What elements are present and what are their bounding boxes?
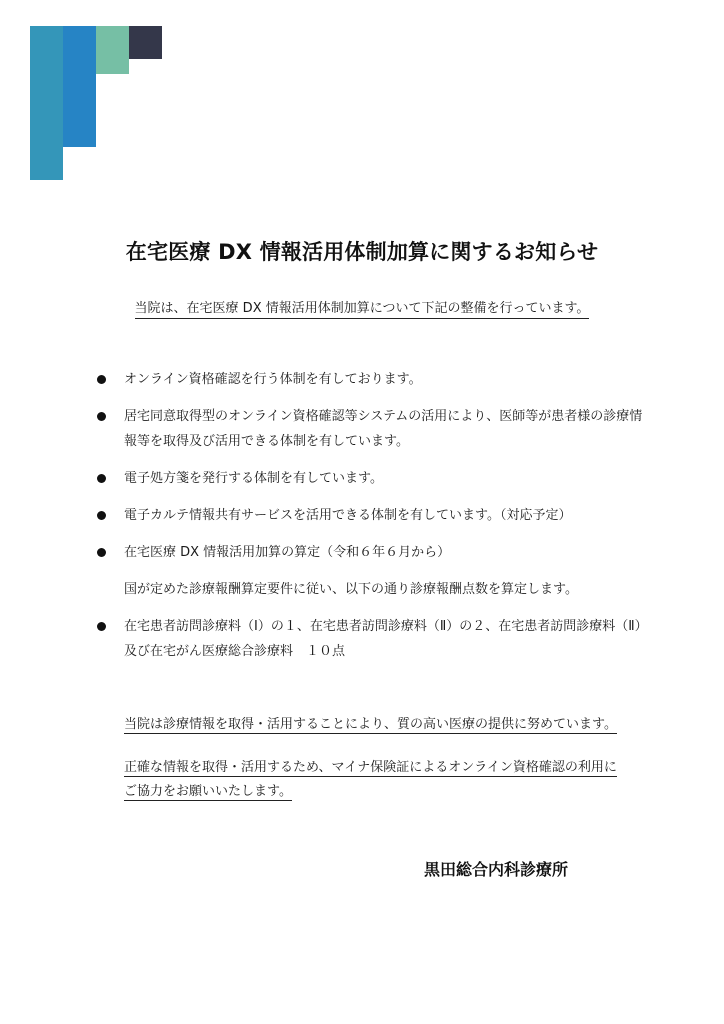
- list-item-text: 電子処方箋を発行する体制を有しています。: [124, 471, 383, 486]
- page-title: 在宅医療 DX 情報活用体制加算に関するお知らせ: [125, 240, 599, 264]
- list-item: [92, 404, 652, 454]
- bullet-icon: [97, 622, 106, 631]
- list-item: [92, 503, 652, 528]
- logo-bar-3: [96, 26, 129, 74]
- closing-text: 正確な情報を取得・活用するため、マイナ保険証によるオンライン資格確認の利用にご協力をお願いいたします。: [124, 760, 617, 799]
- list-item: [92, 540, 652, 565]
- list-item-text: 居宅同意取得型のオンライン資格確認等システムの活用により、医師等が患者様の診療情報等を取得及び活用できる体制を有しています。: [124, 409, 643, 449]
- list-item-text: 在宅患者訪問診療料（Ⅰ）の１、在宅患者訪問診療料（Ⅱ）の２、在宅患者訪問診療料（Ⅱ）及び在宅がん医療総合診療料 １０点: [124, 619, 648, 659]
- list-item: [92, 367, 652, 392]
- bullet-icon: [97, 375, 106, 384]
- list-item-text: 電子カルテ情報共有サービスを活用できる体制を有しています。（対応予定）: [124, 508, 572, 523]
- logo-bar-1: [30, 26, 63, 180]
- logo-bar-4: [129, 26, 162, 59]
- bullet-icon: [97, 412, 106, 421]
- bullet-icon: [97, 474, 106, 483]
- clinic-logo: [30, 26, 162, 180]
- closing-statement: [124, 713, 624, 737]
- calculation-note: 国が定めた診療報酬算定要件に従い、以下の通り診療報酬点数を算定します。: [124, 582, 578, 597]
- list-item-text: 在宅医療 DX 情報活用加算の算定（令和６年６月から）: [124, 545, 451, 560]
- subtitle-container: [0, 297, 724, 319]
- list-item: [92, 466, 652, 491]
- bullet-icon: [97, 511, 106, 520]
- logo-bar-2: [63, 26, 96, 147]
- bullet-list: [92, 367, 652, 664]
- closing-text: 当院は診療情報を取得・活用することにより、質の高い医療の提供に努めています。: [124, 717, 617, 732]
- closing-request: [124, 756, 624, 804]
- list-item-text: オンライン資格確認を行う体制を有しております。: [124, 372, 422, 387]
- list-item: [92, 614, 652, 664]
- clinic-name: 黒田総合内科診療所: [424, 860, 569, 879]
- bullet-icon: [97, 548, 106, 557]
- subtitle: 当院は、在宅医療 DX 情報活用体制加算について下記の整備を行っています。: [135, 297, 590, 319]
